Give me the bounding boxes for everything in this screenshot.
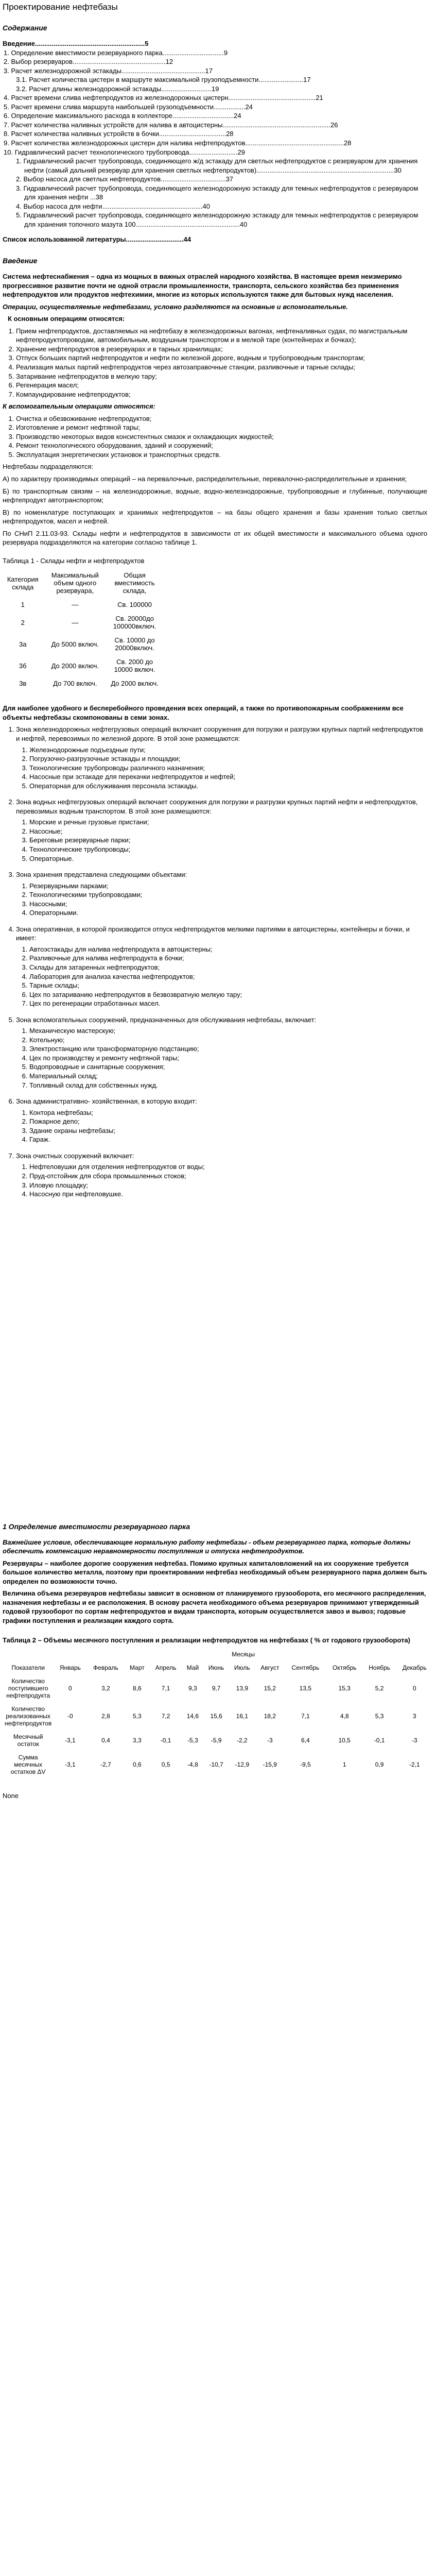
toc-entry-text: Расчет количества железнодорожных цистерн для налива нефтепродуктов.....................................................28 [11,139,352,147]
zone-subitem: 4. Насосные при эстакаде для перекачки нефтепродуктов и нефтей; [29,772,427,782]
table-cell: 0 [68,1685,72,1692]
warehouse-table [3,568,162,690]
section1-heading: 1 Определение вместимости резервуарного парка [3,1522,190,1531]
list-item: 7. Компаундирование нефтепродуктов; [16,390,427,399]
table-cell: 9,7 [212,1685,221,1692]
footer-text: None [3,1792,19,1800]
toc-entry-number: 1. [4,48,11,57]
zone-subitem: 2. Погрузочно-разгрузочные эстакады и площадки; [29,754,427,764]
zone-subitem: 4. Технологические трубопроводы; [29,845,427,854]
contents-heading: Содержание [3,24,47,32]
toc-entry-text: Определение максимального расхода в коллекторе.................................24 [11,112,241,120]
table-row [3,655,162,676]
table-cell: 9,3 [188,1685,197,1692]
zone-subitem: 2. Пожарное депо; [29,1117,427,1126]
toc-entry-text: Расчет количества наливных устройств в бочки....................................28 [11,130,234,138]
toc-entry-number: 1. [16,157,24,165]
table-row-label: Количество поступившего нефтепродукта [6,1677,50,1700]
zone-subitem: 5. Водопроводные и санитарные сооружения; [29,1062,427,1072]
table-cell: -2,7 [100,1761,111,1769]
zone-subitem: 3. Здание охраны нефтебазы; [29,1126,427,1136]
table-cell: До 5000 включ. [51,640,99,648]
toc-entry-number: 3.2. [16,84,29,93]
toc-entry[interactable] [3,103,427,112]
table-row [3,1674,433,1702]
zone-subitem: 1. Резервуарными парками; [29,882,427,891]
toc-entry[interactable] [3,202,427,211]
section1-paragraph-2: Резервуары – наиболее дорогие сооружения нефтебаз. Помимо крупных капиталовложений на их сооружение требуется большое количество металла, поэтому при проектировании нефтебаз необходимый объем резервуарного парка должен быть определен по возможности точно. [3,1559,427,1585]
table-cell: 0,9 [375,1761,384,1769]
table-cell: — [72,601,79,609]
zone-item [16,925,427,1008]
zone-subitem: 1. Нефтеловушки для отделения нефтепродуктов от воды; [29,1162,427,1172]
list-item: 2. Изготовление и ремонт нефтяной тары; [16,423,427,432]
toc-entry[interactable] [3,57,427,66]
table-cell: 5,2 [375,1685,384,1692]
table-header-cell: Апрель [155,1664,177,1672]
toc-entry-text: Расчет количества наливных устройств для налива в автоцистерны..........................................................26 [11,121,338,129]
table-cell: 2,8 [101,1713,110,1720]
aux-ops-list [3,414,427,460]
zones-list [3,725,427,1198]
zone-subitem: 1. Морские и речные грузовые пристани; [29,818,427,827]
main-ops-list [3,327,427,399]
table-cell: -0 [67,1713,73,1720]
table-header-cell: Категория склада [7,575,39,591]
table-cell: 4,8 [340,1713,349,1720]
toc-entry[interactable] [3,129,427,139]
table-cell: 6,4 [301,1737,310,1744]
table-cell: -2,2 [237,1737,248,1744]
table-of-contents [3,39,427,229]
zone-subitem: 4. Гараж. [29,1135,427,1144]
table-cell: 1 [21,601,25,609]
section1-paragraph-1: Важнейшее условие, обеспечивающее нормальную работу нефтебазы - объем резервуарного парка, которые должны обеспечить компенсацию неравномерности поступления и отпуска нефтепродуктов. [3,1538,411,1555]
list-item: 4. Реализация малых партий нефтепродуктов через автозаправочные станции, разливочные и тарные склады; [16,363,427,372]
table-cell: До 700 включ. [53,680,97,688]
toc-entry-number: 6. [4,112,11,120]
toc-entry[interactable] [3,39,427,48]
toc-entry[interactable] [3,66,427,76]
table-row [3,676,162,690]
list-item: 1. Очистка и обезвоживание нефтепродуктов; [16,414,427,423]
table-header-cell: Июнь [208,1664,224,1672]
table-cell: Св. 10000 до 20000включ. [114,636,155,652]
table-cell: 7,1 [161,1685,170,1692]
table-cell: 16,1 [236,1713,249,1720]
classify-v: В) по номенклатуре поступающих и хранимых нефтепродуктов – на базы общего хранения и базы хранения только светлых нефтепродуктов, масел и нефтей. [3,508,427,526]
monthly-volumes-table [3,1648,433,1778]
table-cell: -3 [411,1737,417,1744]
table-corner-cell [3,1648,54,1661]
table-cell: -3,1 [65,1737,76,1744]
toc-entry-number: 4. [4,94,11,102]
zone-subitem: 1. Контора нефтебазы; [29,1108,427,1117]
zone-subitem: 2. Технологическими трубопроводами; [29,890,427,900]
zone-text: Зона железнодорожных нефтегрузовых операций включает сооружения для погрузки и разгрузки крупных партий нефтепродуктов и нефтей, перевозимых по железной дороге. В этой зоне размещаются: [16,725,423,742]
toc-entry-text: Определение вместимости резервуарного парка.................................9 [11,48,228,57]
main-ops-heading: К основным операциям относятся: [8,315,125,323]
zone-subitem: 5. Операторная для обслуживания персонала эстакады. [29,782,427,791]
toc-entry-number: 3.1. [16,76,29,84]
zone-item [16,1015,427,1090]
page-break-space [3,1206,427,1515]
zone-subitem: 4. Цех по производству и ремонту нефтяной тары; [29,1054,427,1063]
zone-item [16,870,427,918]
zone-subitem: 2. Пруд-отстойник для сбора промышленных стоков; [29,1172,427,1181]
zone-text: Зона водных нефтегрузовых операций включает сооружения для погрузки и разгрузки крупных партий нефти и нефтепродуктов, перевозимых водным транспортом. В этой зоне размещаются: [16,798,418,815]
toc-entry-number: 10. [4,148,15,156]
toc-entry-number: 2. [4,58,11,66]
zone-subitem: 2. Котельную; [29,1036,427,1045]
list-item: 2. Хранение нефтепродуктов в резервуарах и в тарных хранилищах; [16,345,427,354]
table-cell: 15,2 [264,1685,276,1692]
zone-subitem: 3. Иловую площадку; [29,1181,427,1190]
table-cell: -0,1 [374,1737,385,1744]
toc-entry[interactable] [3,75,427,84]
table-cell: 10,5 [338,1737,351,1744]
table-cell: -3,1 [65,1761,76,1769]
toc-entry[interactable] [3,139,427,148]
zone-subitem: 3. Электростанцию или трансформаторную подстанцию; [29,1044,427,1054]
toc-entry-number: 7. [4,121,11,129]
table-cell: Св. 2000 до 10000 включ. [114,658,155,674]
list-item: 4. Ремонт технологического оборудования, зданий и сооружений; [16,441,427,450]
table-header-cell: Показатели [11,1664,45,1672]
zone-sublist [16,945,427,1008]
table-cell: 3в [19,680,27,688]
zone-sublist [16,882,427,918]
table-cell: 5,3 [133,1713,142,1720]
table-cell: 18,2 [264,1713,276,1720]
table-cell: 0 [412,1685,416,1692]
toc-entry-number: 3. [4,66,11,75]
snip-paragraph: По СНиП 2.11.03-93. Склады нефти и нефтепродуктов в зависимости от их общей вместимости и максимального объема одного резервуара подразделяются на категории согласно таблице 1. [3,529,427,547]
table-cell: 3,2 [101,1685,110,1692]
table-header-cell: Август [260,1664,280,1672]
table-cell: 3,3 [133,1737,142,1744]
table-header-cell: Февраль [93,1664,118,1672]
document-title: Проектирование нефтебазы [3,2,118,12]
toc-entry-text: Расчет времени слива маршрута наибольшей грузоподъемности.................24 [11,103,253,111]
table-cell: 5,3 [375,1713,384,1720]
table-row [3,633,162,655]
toc-entry-text: Введение...........................................................5 [3,40,149,47]
table-cell: 1 [342,1761,346,1769]
table-row [3,1730,433,1751]
table-header-cell: Июль [234,1664,250,1672]
intro-paragraph-2: Операции, осуществляемые нефтебазами, условно разделяются на основные и вспомогательные. [3,302,348,311]
table-header-cell: Общая вместимость склада, [114,571,155,595]
sources-link[interactable]: Список использованной литературы...............................44 [3,235,191,244]
table2-caption: Таблица 2 – Объемы месячного поступления и реализации нефтепродуктов на нефтебазах ( % от годового грузооборота) [3,1636,410,1644]
toc-entry-text: Расчет времени слива нефтепродуктов из железнодорожных цистерн...............................................21 [11,94,323,102]
table-cell: 15,6 [210,1713,222,1720]
zone-text: Зона вспомогательных сооружений, предназначенных для обслуживания нефтебазы, включает: [16,1015,317,1024]
table-row [3,1751,433,1778]
zone-subitem: 4. Насосную при нефтеловушке. [29,1190,427,1199]
toc-entry[interactable] [3,121,427,130]
list-item: 6. Регенерация масел; [16,381,427,390]
table-cell: 2 [21,618,25,626]
zone-sublist [16,818,427,863]
toc-entry-text: Гидравлический расчет технологического трубопровода..........................29 [14,148,245,156]
toc-entry[interactable] [3,211,427,229]
table-cell: 0,6 [133,1761,142,1769]
table-cell: 3а [19,640,27,648]
zone-subitem: 5. Тарные склады; [29,981,427,990]
toc-entry-number: 5. [16,211,24,219]
zone-subitem: 7. Топливный склад для собственных нужд. [29,1081,427,1090]
zones-heading: Для наиболее удобного и бесперебойного проведения всех операций, а также по противопожарным соображениям все объекты нефтебазы скомпонованы в семи зонах. [3,704,404,721]
toc-entry-text: Гидравлический расчет трубопровода, соединяющего железнодорожную эстакаду для темных нефтепродуктов с резервуаром для хранения нефти ...38 [23,184,418,201]
toc-entry-number: 8. [4,130,11,138]
table-cell: 8,6 [133,1685,142,1692]
table-cell: 0,5 [161,1761,170,1769]
table-header-cell: Май [186,1664,199,1672]
list-item: 3. Отпуск больших партий нефтепродуктов и нефти по железной дороге, водным и трубопроводным транспортам; [16,353,427,363]
aux-ops-heading: К вспомогательным операциям относятся: [3,402,155,411]
table-cell: -4,8 [187,1761,198,1769]
table-header-cell: Октябрь [332,1664,357,1672]
classify-a: А) по характеру производимых операций – на перевалочные, распределительные, перевалочно-распределительные и хранения; [3,474,407,483]
toc-entry-text: Гидравлический расчет трубопровода, соединяющего железнодорожную эстакаду для темных нефтепродуктов с резервуаром для хранения топочного мазута 100........................................................40 [23,211,418,228]
zone-item [16,1151,427,1199]
zone-sublist [16,1026,427,1090]
zone-subitem: 3. Технологические трубопроводы различного назначения; [29,764,427,773]
table-cell: -10,7 [209,1761,223,1769]
zone-subitem: 1. Механическую мастерскую; [29,1026,427,1036]
intro-paragraph-1: Система нефтеснабжения – одна из мощных в важных отраслей народного хозяйства. В настоящее время неизмеримо прогрессивное развитие почти не одной отрасли промышленности, транспорта, сельского хозяйства без применения нефтепродуктов или продуктов нефтехимии, многие из которых используются также для бытовых нужд населения. [3,273,402,299]
table-cell: -5,9 [211,1737,222,1744]
table-header-cell: Декабрь [402,1664,427,1672]
list-item: 1. Прием нефтепродуктов, доставляемых на нефтебазу в железнодорожных вагонах, нефтеналивных судах, по магистральным нефтепродуктопроводам, автомобильным, воздушным транспортом и в мелкой таре (контейнерах и бочках); [16,327,427,345]
toc-entry-text: Расчет железнодорожной эстакады.............................................17 [11,66,213,75]
zone-subitem: 6. Цех по затариванию нефтепродуктов в безвозвратную мелкую тару; [29,990,427,999]
table-cell: Св. 20000до 100000включ. [113,615,156,631]
table-cell: -2,1 [409,1761,420,1769]
toc-entry-text: Расчет количества цистерн в маршруте максимальной грузоподъемности........................17 [29,76,311,84]
table-header-row [3,1661,433,1674]
table-cell: -15,9 [263,1761,277,1769]
zone-subitem: 7. Цех по регенерации отработанных масел. [29,999,427,1008]
table-cell: -9,5 [300,1761,311,1769]
table-cell: До 2000 включ. [51,662,99,670]
zone-subitem: 6. Материальный склад; [29,1072,427,1081]
list-item: 5. Эксплуатация энергетических установок и транспортных средств. [16,450,427,460]
table-cell: 15,3 [338,1685,351,1692]
toc-entry-number: 5. [4,103,11,111]
zone-text: Зона административно- хозяйственная, в которую входит: [16,1097,197,1106]
table-cell: 0,4 [101,1737,110,1744]
zone-item [16,1097,427,1144]
zone-item [16,798,427,863]
zone-text: Зона хранения представлена следующими объектами: [16,871,187,879]
table-row-label: Количество реализованных нефтепродуктов [5,1705,52,1727]
table-row [3,612,162,633]
table-cell: -12,9 [235,1761,250,1769]
table-row [3,598,162,612]
toc-entry[interactable] [3,48,427,58]
table-cell: 7,2 [161,1713,170,1720]
zone-subitem: 4. Лаборатория для анализа качества нефтепродуктов; [29,972,427,981]
zone-item [16,725,427,790]
table-cell: 7,1 [301,1713,310,1720]
table-header-cell: Январь [59,1664,81,1672]
table-cell: До 2000 включ. [111,680,159,688]
toc-entry-number: 2. [16,175,24,183]
table-row-label: Месячный остаток [13,1733,43,1748]
table-cell: — [72,618,79,626]
zone-subitem: 2. Разливочные для налива нефтепродукта в бочки; [29,954,427,963]
toc-entry-text: Гидравлический расчет трубопровода, соединяющего ж/д эстакаду для светлых нефтепродуктов с резервуаром для хранения нефти (самый дальний резервуар для хранения светлых нефтепродуктов)..........................................................................30 [23,157,418,174]
toc-entry-number: 3. [16,184,24,192]
table-cell: -3 [267,1737,273,1744]
toc-entry-text: Расчет длины железнодорожной эстакады...........................19 [29,84,219,93]
table-header-row [3,568,162,598]
section1-paragraph-3: Величина объема резервуаров нефтебазы зависит в основном от планируемого грузооборота, его месячного распределения, назначения нефтебазы и ее расположения. В основу расчета необходимого объема резервуаров принимают утвержденный годовой грузооборот по сортам нефтепродуктов и видам транспорта, которым осуществляется завоз и вывоз; годовые графики поступления и реализации каждого сорта. [3,1589,426,1624]
table-cell: 14,6 [186,1713,199,1720]
toc-entry[interactable] [3,175,427,184]
zone-subitem: 1. Железнодорожные подъездные пути; [29,745,427,755]
zone-subitem: 1. Автоэстакады для налива нефтепродукта в автоцистерны; [29,945,427,954]
table-header-cell: Ноябрь [369,1664,390,1672]
zone-subitem: 5. Операторные. [29,854,427,863]
toc-entry-text: Выбор насоса для светлых нефтепродуктов...................................37 [23,175,234,183]
zone-subitem: 3. Склады для затаренных нефтепродуктов; [29,963,427,972]
table-cell: Св. 100000 [117,601,152,609]
zone-subitem: 3. Насосными; [29,900,427,909]
toc-entry[interactable] [3,111,427,121]
zone-sublist [16,1162,427,1198]
table1-caption: Таблица 1 - Склады нефти и нефтепродуктов [3,556,145,565]
table-row-label: Сумма месячных остатков ΔV [10,1754,46,1776]
toc-entry-text: Выбор резервуаров..................................................12 [11,58,173,66]
intro-heading: Введение [3,257,38,265]
table-header-cell: Сентябрь [291,1664,320,1672]
classify-paragraph: Нефтебазы подразделяются: [3,463,94,471]
toc-entry-number: 4. [16,202,24,210]
table-header-cell: Максимальный объем одного резервуара, [51,571,99,595]
classify-b: Б) по транспортным связям – на железнодорожные, водные, водно-железнодорожные, трубопроводные и глубинные, получающие нефтепродукт автотранспортом; [3,487,427,504]
toc-entry[interactable] [3,93,427,103]
toc-entry[interactable] [3,157,427,175]
zone-text: Зона очистных сооружений включает: [16,1151,134,1160]
table-header-cell: Март [130,1664,145,1672]
table-row [3,1702,433,1730]
toc-entry-number: 9. [4,139,11,147]
list-item: 5. Затаривание нефтепродуктов в мелкую тару; [16,372,427,381]
toc-entry[interactable] [3,148,427,157]
table-cell: 13,9 [236,1685,249,1692]
toc-entry-text: Выбор насоса для нефти......................................................40 [23,202,210,210]
zone-sublist [16,1108,427,1144]
table-group-row [3,1648,433,1661]
table-group-header: Месяцы [232,1651,255,1658]
toc-entry[interactable] [3,184,427,202]
zone-subitem: 3. Береговые резервуарные парки; [29,836,427,845]
table-cell: 3 [412,1713,416,1720]
table-cell: 13,5 [299,1685,312,1692]
zone-subitem: 2. Насосные; [29,827,427,836]
table-cell: -0,1 [160,1737,171,1744]
toc-entry[interactable] [3,84,427,94]
zone-text: Зона оперативная, в которой производится отпуск нефтепродуктов мелкими партиями в автоцистерны, контейнеры и бочки, и имеет: [16,925,410,942]
zone-subitem: 4. Операторными. [29,908,427,918]
zone-sublist [16,745,427,791]
table-cell: -5,3 [187,1737,198,1744]
table-cell: 3б [19,662,27,670]
list-item: 3. Производство некоторых видов консистентных смазок и охлаждающих жидкостей; [16,432,427,442]
